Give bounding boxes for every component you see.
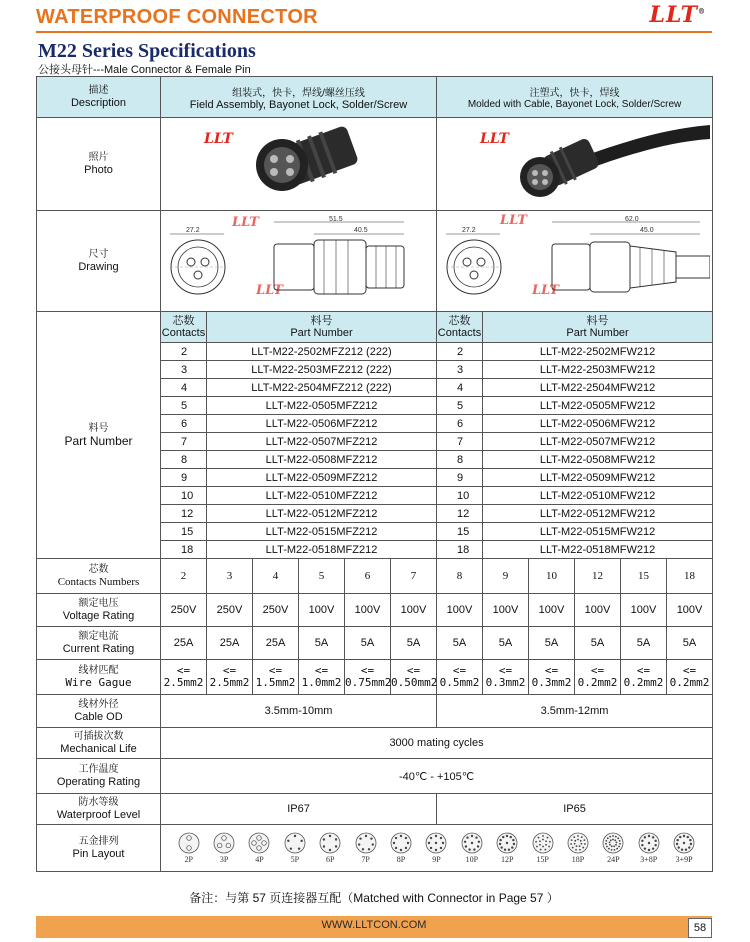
part-number-header-row (37, 312, 713, 343)
pin-diagram-icon (673, 832, 695, 854)
photo-watermark: LLT (203, 130, 233, 147)
current-value: 5A (575, 627, 621, 660)
dim-diameter-left: 27.2 (185, 226, 200, 234)
current-value: 5A (345, 627, 391, 660)
drawing-label (37, 211, 161, 312)
drawing-watermark-2: LLT (255, 282, 283, 298)
pin-layout-label (37, 825, 161, 872)
contacts-right: 6 (437, 415, 483, 433)
contacts-right: 9 (437, 469, 483, 487)
part-number-label (37, 312, 161, 559)
pin-diagram-icon (638, 832, 660, 854)
wire-value (483, 660, 529, 695)
cable-od-label-cn: 线材外径 (78, 699, 119, 710)
contacts-header-right-cn: 芯数 (448, 315, 471, 327)
wire-size: 1.0mm2 (301, 676, 342, 689)
pin-layout-label: 3P (219, 855, 229, 864)
pin-diagram-icon (602, 832, 624, 854)
current-row (37, 627, 713, 660)
series-title: M22 Series Specifications (38, 40, 256, 62)
contacts-numbers-label-cn: 芯数 (88, 564, 109, 575)
waterproof-label-en: Waterproof Level (56, 809, 141, 821)
contacts-left: 4 (161, 379, 207, 397)
voltage-value: 100V (667, 594, 713, 627)
pin-diagram-icon (567, 832, 589, 854)
cable-od-row (37, 695, 713, 728)
part-number-right: LLT-M22-0509MFW212 (483, 469, 713, 487)
voltage-value: 100V (299, 594, 345, 627)
pin-layout-label: 9P (432, 855, 441, 864)
pin-layout-label: 6P (326, 855, 335, 864)
pn-header-left-en: Part Number (290, 327, 353, 339)
current-label (37, 627, 161, 660)
part-number-left: LLT-M22-0509MFZ212 (207, 469, 437, 487)
dim-body-right: 45.0 (639, 226, 654, 234)
header-divider (36, 31, 712, 33)
current-label-cn: 额定电流 (78, 631, 119, 642)
series-subtitle: 公接头母针---Male Connector & Female Pin (38, 64, 251, 76)
pin-layout-item (284, 832, 306, 864)
contacts-left: 9 (161, 469, 207, 487)
contacts-numbers-row (37, 559, 713, 594)
dim-length-left: 51.5 (328, 215, 343, 223)
part-number-left: LLT-M22-2504MFZ212 (222) (207, 379, 437, 397)
contacts-right: 2 (437, 343, 483, 361)
pin-layout-item (248, 832, 270, 864)
pin-layout-label: 2P (184, 855, 193, 864)
voltage-label-en: Voltage Rating (62, 610, 135, 622)
part-number-right: LLT-M22-0515MFW212 (483, 523, 713, 541)
operating-label-en: Operating Rating (56, 776, 141, 788)
wire-prefix: <= (406, 664, 421, 677)
part-number-left: LLT-M22-0512MFZ212 (207, 505, 437, 523)
wire-size: 0.50mm2 (391, 676, 438, 689)
brand-logo-mark: ® (698, 6, 706, 16)
contacts-left: 7 (161, 433, 207, 451)
part-number-right: LLT-M22-2504MFW212 (483, 379, 713, 397)
mechanical-row (37, 728, 713, 759)
wire-value (667, 660, 713, 695)
description-left-en: Field Assembly, Bayonet Lock, Solder/Screw (189, 98, 408, 111)
pin-layout-row (37, 825, 713, 872)
contacts-numbers-value: 2 (161, 559, 207, 594)
part-number-label-en: Part Number (64, 434, 133, 448)
operating-value: -40℃ - +105℃ (161, 759, 713, 794)
footer-url: WWW.LLTCON.COM (321, 919, 427, 931)
voltage-row (37, 594, 713, 627)
drawing-left (161, 211, 437, 312)
current-value: 25A (253, 627, 299, 660)
operating-row (37, 759, 713, 794)
voltage-value: 100V (437, 594, 483, 627)
contacts-numbers-value: 8 (437, 559, 483, 594)
description-row (37, 77, 713, 118)
pin-diagram-icon (319, 832, 341, 854)
drawing-watermark-right: LLT (499, 212, 527, 228)
part-number-left: LLT-M22-0506MFZ212 (207, 415, 437, 433)
part-number-left: LLT-M22-0507MFZ212 (207, 433, 437, 451)
wire-size: 0.3mm2 (531, 676, 572, 689)
part-number-left: LLT-M22-0505MFZ212 (207, 397, 437, 415)
pin-layout-label-cn: 五金排列 (78, 836, 119, 847)
wire-value (345, 660, 391, 695)
pin-layout-item (355, 832, 377, 864)
photo-label-cn: 照片 (88, 152, 109, 163)
description-right (437, 77, 713, 118)
contacts-left: 10 (161, 487, 207, 505)
voltage-value: 250V (207, 594, 253, 627)
part-number-right: LLT-M22-2502MFW212 (483, 343, 713, 361)
current-value: 5A (529, 627, 575, 660)
description-label-en: Description (70, 97, 127, 109)
drawing-label-en: Drawing (78, 261, 119, 273)
field-assembly-drawing (164, 212, 434, 308)
contacts-right: 5 (437, 397, 483, 415)
voltage-value: 100V (575, 594, 621, 627)
contacts-header-right (437, 312, 483, 343)
drawing-row (37, 211, 713, 312)
pin-layout-label: 12P (500, 855, 514, 864)
current-label-en: Current Rating (62, 643, 135, 655)
current-value: 5A (667, 627, 713, 660)
pin-layout-item (602, 832, 624, 864)
pin-diagram-icon (461, 832, 483, 854)
mechanical-label (37, 728, 161, 759)
cable-od-left: 3.5mm-10mm (161, 695, 437, 728)
part-number-right: LLT-M22-0512MFW212 (483, 505, 713, 523)
operating-label-cn: 工作温度 (78, 764, 119, 775)
part-number-right: LLT-M22-0505MFW212 (483, 397, 713, 415)
pin-layout-item (461, 832, 483, 864)
voltage-label-cn: 额定电压 (78, 598, 119, 609)
wire-value (621, 660, 667, 695)
wire-row (37, 660, 713, 695)
mechanical-label-en: Mechanical Life (60, 743, 137, 755)
wire-value (299, 660, 345, 695)
wire-label-en: Wire Gague (65, 676, 132, 689)
wire-prefix: <= (544, 664, 559, 677)
current-value: 5A (437, 627, 483, 660)
cable-od-right: 3.5mm-12mm (437, 695, 713, 728)
operating-label (37, 759, 161, 794)
wire-value (161, 660, 207, 695)
contacts-header-left-cn: 芯数 (172, 315, 195, 327)
contacts-right: 18 (437, 541, 483, 559)
contacts-right: 15 (437, 523, 483, 541)
brand-logo-text: LLT (649, 2, 698, 28)
current-value: 25A (161, 627, 207, 660)
wire-prefix: <= (590, 664, 605, 677)
current-value: 5A (391, 627, 437, 660)
pn-header-right (483, 312, 713, 343)
contacts-left: 6 (161, 415, 207, 433)
page-number: 58 (688, 918, 712, 938)
current-value: 25A (207, 627, 253, 660)
contacts-numbers-label (37, 559, 161, 594)
part-number-left: LLT-M22-0510MFZ212 (207, 487, 437, 505)
drawing-watermark: LLT (231, 214, 259, 230)
part-number-right: LLT-M22-2503MFW212 (483, 361, 713, 379)
current-value: 5A (299, 627, 345, 660)
part-number-left: LLT-M22-2503MFZ212 (222) (207, 361, 437, 379)
wire-size: 2.5mm2 (163, 676, 204, 689)
contacts-right: 12 (437, 505, 483, 523)
contacts-numbers-value: 18 (667, 559, 713, 594)
wire-size: 0.2mm2 (577, 676, 618, 689)
waterproof-label (37, 794, 161, 825)
dim-length-right: 62.0 (624, 215, 639, 223)
pin-layout-label: 10P (465, 855, 479, 864)
wire-value (575, 660, 621, 695)
wire-value (207, 660, 253, 695)
pin-layout-item (390, 832, 412, 864)
pin-layout-label: 8P (396, 855, 406, 864)
wire-size: 0.5mm2 (439, 676, 480, 689)
contacts-numbers-value: 9 (483, 559, 529, 594)
pin-layout-item (213, 832, 235, 864)
dim-diameter-right: 27.2 (461, 226, 476, 234)
photo-right (437, 118, 713, 211)
pn-header-right-cn: 料号 (586, 315, 609, 327)
contacts-left: 8 (161, 451, 207, 469)
pin-diagram-icon (178, 832, 200, 854)
wire-prefix: <= (360, 664, 375, 677)
waterproof-row (37, 794, 713, 825)
dim-body-left: 40.5 (353, 226, 368, 234)
drawing-watermark-right-2: LLT (531, 282, 559, 298)
page-header-title: WATERPROOF CONNECTOR (36, 6, 318, 28)
contacts-left: 5 (161, 397, 207, 415)
voltage-value: 100V (345, 594, 391, 627)
part-number-label-cn: 料号 (88, 423, 109, 434)
pin-layout-diagrams (161, 825, 713, 872)
wire-label (37, 660, 161, 695)
wire-prefix: <= (636, 664, 651, 677)
voltage-value: 100V (483, 594, 529, 627)
voltage-value: 100V (529, 594, 575, 627)
wire-value (391, 660, 437, 695)
contacts-numbers-value: 12 (575, 559, 621, 594)
contacts-right: 8 (437, 451, 483, 469)
description-left-cn: 组装式，快卡，焊线/螺丝压线 (232, 87, 365, 99)
part-number-left: LLT-M22-0518MFZ212 (207, 541, 437, 559)
pin-layout-label: 3+9P (675, 855, 693, 864)
pn-header-left (207, 312, 437, 343)
part-number-right: LLT-M22-0508MFW212 (483, 451, 713, 469)
spec-table (36, 76, 713, 872)
contacts-numbers-value: 3 (207, 559, 253, 594)
pn-header-right-en: Part Number (566, 327, 629, 339)
pin-layout-item (319, 832, 341, 864)
contacts-right: 7 (437, 433, 483, 451)
wire-size: 2.5mm2 (209, 676, 250, 689)
molded-cable-drawing (440, 212, 710, 308)
wire-prefix: <= (268, 664, 283, 677)
pin-layout-label-en: Pin Layout (72, 848, 125, 860)
contacts-numbers-value: 7 (391, 559, 437, 594)
pin-layout-label: 5P (290, 855, 300, 864)
contacts-numbers-value: 15 (621, 559, 667, 594)
cable-od-label-en: Cable OD (74, 711, 123, 723)
description-right-en: Molded with Cable, Bayonet Lock, Solder/Screw (467, 99, 682, 110)
part-number-left: LLT-M22-2502MFZ212 (222) (207, 343, 437, 361)
voltage-value: 100V (391, 594, 437, 627)
wire-prefix: <= (452, 664, 467, 677)
part-number-right: LLT-M22-0507MFW212 (483, 433, 713, 451)
wire-value (437, 660, 483, 695)
contacts-header-left (161, 312, 207, 343)
pin-diagram-icon (355, 832, 377, 854)
wire-prefix: <= (682, 664, 697, 677)
pin-diagram-icon (496, 832, 518, 854)
pin-diagram-icon (248, 832, 270, 854)
wire-size: 0.2mm2 (669, 676, 710, 689)
contacts-numbers-value: 10 (529, 559, 575, 594)
voltage-value: 100V (621, 594, 667, 627)
contacts-numbers-value: 4 (253, 559, 299, 594)
contacts-left: 18 (161, 541, 207, 559)
photo-row (37, 118, 713, 211)
description-label-cn: 描述 (88, 85, 109, 96)
pin-layout-label: 24P (607, 855, 620, 864)
part-number-right: LLT-M22-0518MFW212 (483, 541, 713, 559)
pin-diagram-icon (390, 832, 412, 854)
contacts-header-right-en: Contacts (437, 327, 482, 339)
pin-diagram-icon (213, 832, 235, 854)
pin-layout-item (638, 832, 660, 864)
description-label (37, 77, 161, 118)
wire-value (529, 660, 575, 695)
description-left (161, 77, 437, 118)
mechanical-label-cn: 可插拔次数 (73, 731, 124, 742)
brand-logo (649, 2, 706, 28)
pin-layout-label: 15P (536, 855, 549, 864)
pn-header-left-cn: 料号 (310, 315, 333, 327)
contacts-right: 3 (437, 361, 483, 379)
wire-size: 0.75mm2 (345, 676, 392, 689)
wire-size: 0.3mm2 (485, 676, 526, 689)
contacts-numbers-value: 5 (299, 559, 345, 594)
wire-value (253, 660, 299, 695)
pin-layout-item (178, 832, 200, 864)
wire-prefix: <= (498, 664, 513, 677)
photo-label-en: Photo (84, 164, 113, 176)
pin-layout-item (496, 832, 518, 864)
pin-layout-item (425, 832, 447, 864)
pin-layout-label: 3+8P (640, 855, 658, 864)
pin-layout-item (532, 832, 554, 864)
voltage-value: 250V (161, 594, 207, 627)
contacts-right: 10 (437, 487, 483, 505)
wire-prefix: <= (222, 664, 237, 677)
wire-prefix: <= (314, 664, 329, 677)
part-number-left: LLT-M22-0508MFZ212 (207, 451, 437, 469)
drawing-right (437, 211, 713, 312)
contacts-numbers-label-en: Contacts Numbers (57, 576, 140, 588)
molded-cable-connector-photo (440, 119, 710, 207)
contacts-numbers-value: 6 (345, 559, 391, 594)
waterproof-right: IP65 (437, 794, 713, 825)
description-right-cn: 注塑式，快卡，焊线 (529, 88, 620, 99)
pin-diagram-icon (532, 832, 554, 854)
photo-watermark-right: LLT (479, 130, 509, 147)
contacts-left: 12 (161, 505, 207, 523)
voltage-value: 250V (253, 594, 299, 627)
pin-layout-label: 7P (361, 855, 370, 864)
waterproof-left: IP67 (161, 794, 437, 825)
current-value: 5A (621, 627, 667, 660)
drawing-label-cn: 尺寸 (88, 249, 109, 260)
part-number-right: LLT-M22-0510MFW212 (483, 487, 713, 505)
pin-diagram-icon (284, 832, 306, 854)
contacts-left: 2 (161, 343, 207, 361)
photo-left (161, 118, 437, 211)
wire-label-cn: 线材匹配 (78, 665, 119, 676)
part-number-right: LLT-M22-0506MFW212 (483, 415, 713, 433)
part-number-left: LLT-M22-0515MFZ212 (207, 523, 437, 541)
contacts-header-left-en: Contacts (161, 327, 206, 339)
cable-od-label (37, 695, 161, 728)
mechanical-value: 3000 mating cycles (161, 728, 713, 759)
photo-label (37, 118, 161, 211)
page-note: 备注：与第 57 页连接器互配（Matched with Connector in Page 57 ） (189, 891, 559, 905)
wire-prefix: <= (176, 664, 191, 677)
contacts-left: 15 (161, 523, 207, 541)
pin-diagram-icon (425, 832, 447, 854)
voltage-label (37, 594, 161, 627)
current-value: 5A (483, 627, 529, 660)
pin-layout-list (161, 832, 712, 864)
wire-size: 0.2mm2 (623, 676, 664, 689)
contacts-left: 3 (161, 361, 207, 379)
pin-layout-item (673, 832, 695, 864)
waterproof-label-cn: 防水等级 (78, 797, 119, 808)
pin-layout-item (567, 832, 589, 864)
pin-layout-label: 4P (255, 855, 264, 864)
wire-size: 1.5mm2 (255, 676, 296, 689)
field-assembly-connector-photo (164, 119, 434, 207)
contacts-right: 4 (437, 379, 483, 397)
pin-layout-label: 18P (571, 855, 585, 864)
